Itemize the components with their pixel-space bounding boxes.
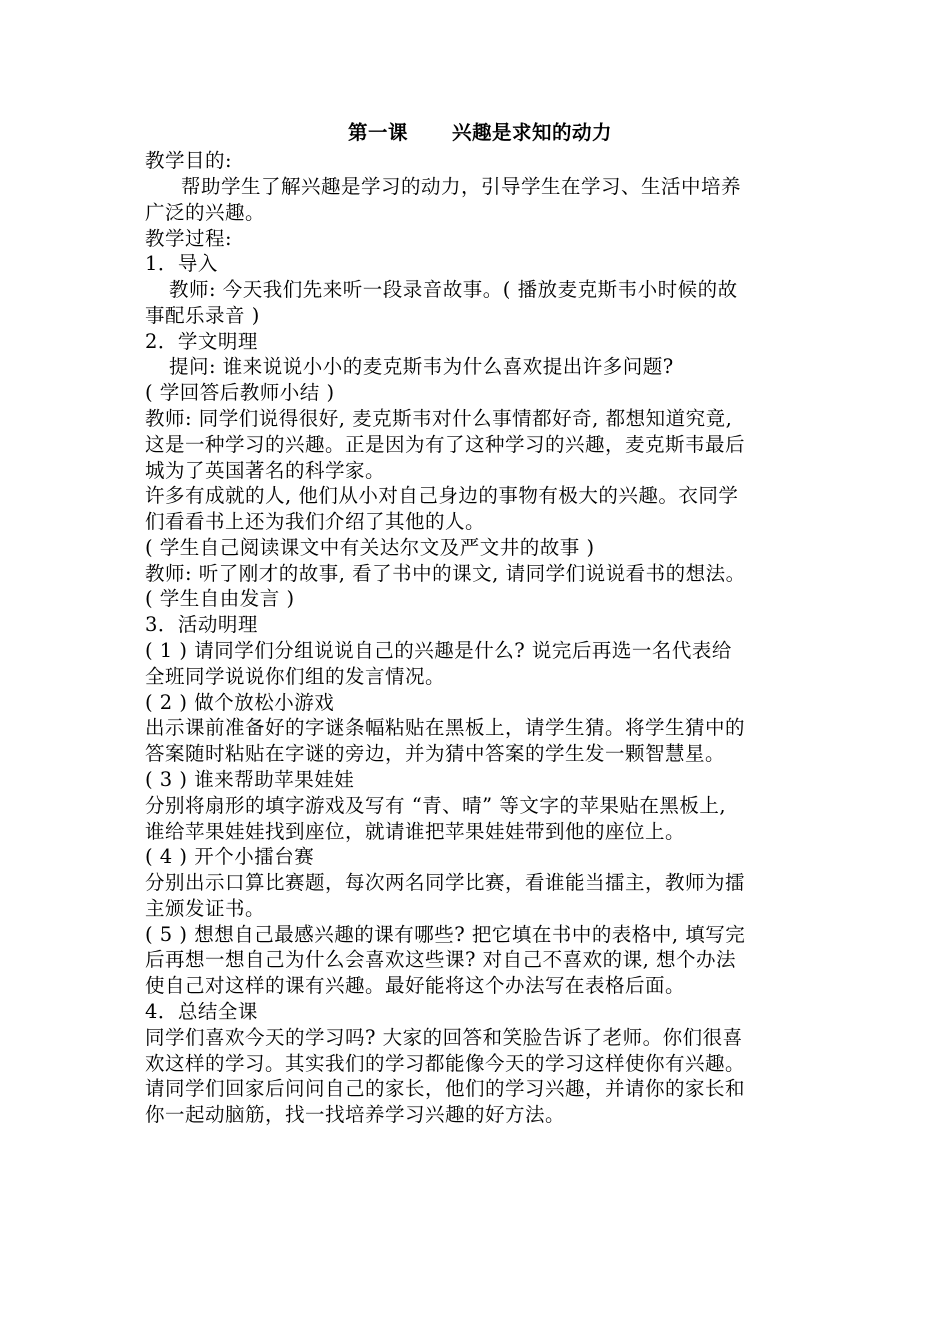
text-line: 教师: 听了刚才的故事, 看了书中的课文, 请同学们说说看书的想法。 (145, 561, 746, 585)
lesson-topic: 兴趣是求知的动力 (452, 121, 613, 144)
text-line: 主颁发证书。 (145, 896, 266, 920)
text-line: ( 学回答后教师小结 ) (145, 381, 335, 405)
text-line: 城为了英国著名的科学家。 (145, 458, 386, 482)
text-line: 4．总结全课 (145, 999, 258, 1023)
text-line: 教师: 同学们说得很好, 麦克斯韦对什么事情都好奇, 都想知道究竟, (145, 407, 733, 430)
text-line: ( 学生自己阅读课文中有关达尔文及严文井的故事 ) (145, 535, 595, 559)
text-line: 答案随时粘贴在字谜的旁边，并为猜中答案的学生发一颗智慧星。 (145, 742, 726, 766)
text-line: 1．导入 (145, 252, 218, 276)
text-line: 请同学们回家后问问自己的家长，他们的学习兴趣，并请你的家长和 (145, 1077, 746, 1101)
text-line: 2．学文明理 (145, 329, 258, 353)
text-line: 后再想一想自己为什么会喜欢这些课? 对自己不喜欢的课, 想个办法 (145, 948, 737, 972)
text-line: 帮助学生了解兴趣是学习的动力，引导学生在学习、生活中培养 (181, 174, 742, 198)
text-line: 使自己对这样的课有兴趣。最好能将这个办法写在表格后面。 (145, 974, 686, 998)
text-line: ( 5 ) 想想自己最感兴趣的课有哪些? 把它填在书中的表格中, 填写完 (145, 922, 746, 946)
text-line: 教师: 今天我们先来听一段录音故事。( 播放麦克斯韦小时候的故 (169, 278, 738, 302)
text-line: 提问: 谁来说说小小的麦克斯韦为什么喜欢提出许多问题? (169, 355, 674, 379)
text-line: ( 1 ) 请同学们分组说说自己的兴趣是什么? 说完后再选一名代表给 (145, 639, 732, 663)
text-line: 3．活动明理 (145, 613, 258, 637)
text-line: 们看看书上还为我们介绍了其他的人。 (145, 510, 486, 534)
text-line: 教学过程: (145, 226, 233, 250)
text-line: 教学目的: (145, 149, 233, 173)
text-line: ( 2 ) 做个放松小游戏 (145, 690, 335, 714)
document-page (145, 121, 815, 1129)
text-line: ( 3 ) 谁来帮助苹果娃娃 (145, 767, 355, 791)
text-line: 许多有成就的人, 他们从小对自己身边的事物有极大的兴趣。衣同学 (145, 484, 739, 508)
document-body (145, 149, 815, 1127)
text-line: 欢这样的学习。其实我们的学习都能像今天的学习这样使你有兴趣。 (145, 1051, 746, 1075)
text-line: 分别将扇形的填字游戏及写有 “青、晴” 等文字的苹果贴在黑板上, (145, 793, 727, 817)
text-line: 这是一种学习的兴趣。正是因为有了这种学习的兴趣，麦克斯韦最后 (145, 432, 746, 456)
text-line: 你一起动脑筋，找一找培养学习兴趣的好方法。 (145, 1103, 566, 1127)
text-line: 同学们喜欢今天的学习吗? 大家的回答和笑脸告诉了老师。你们很喜 (145, 1025, 743, 1049)
text-line: 分别出示口算比赛题，每次两名同学比赛，看谁能当擂主，教师为擂 (145, 871, 746, 895)
text-line: ( 学生自由发言 ) (145, 587, 295, 611)
text-line: 出示课前准备好的字谜条幅粘贴在黑板上，请学生猜。将学生猜中的 (145, 716, 746, 740)
text-line: 广泛的兴趣。 (145, 200, 266, 224)
lesson-title (145, 121, 815, 145)
text-line: 事配乐录音 ) (145, 303, 260, 327)
text-line: 全班同学说说你们组的发言情况。 (145, 664, 446, 688)
text-line: ( 4 ) 开个小擂台赛 (145, 845, 315, 869)
lesson-number: 第一课 (347, 121, 408, 144)
text-line: 谁给苹果娃娃找到座位，就请谁把苹果娃娃带到他的座位上。 (145, 819, 686, 843)
